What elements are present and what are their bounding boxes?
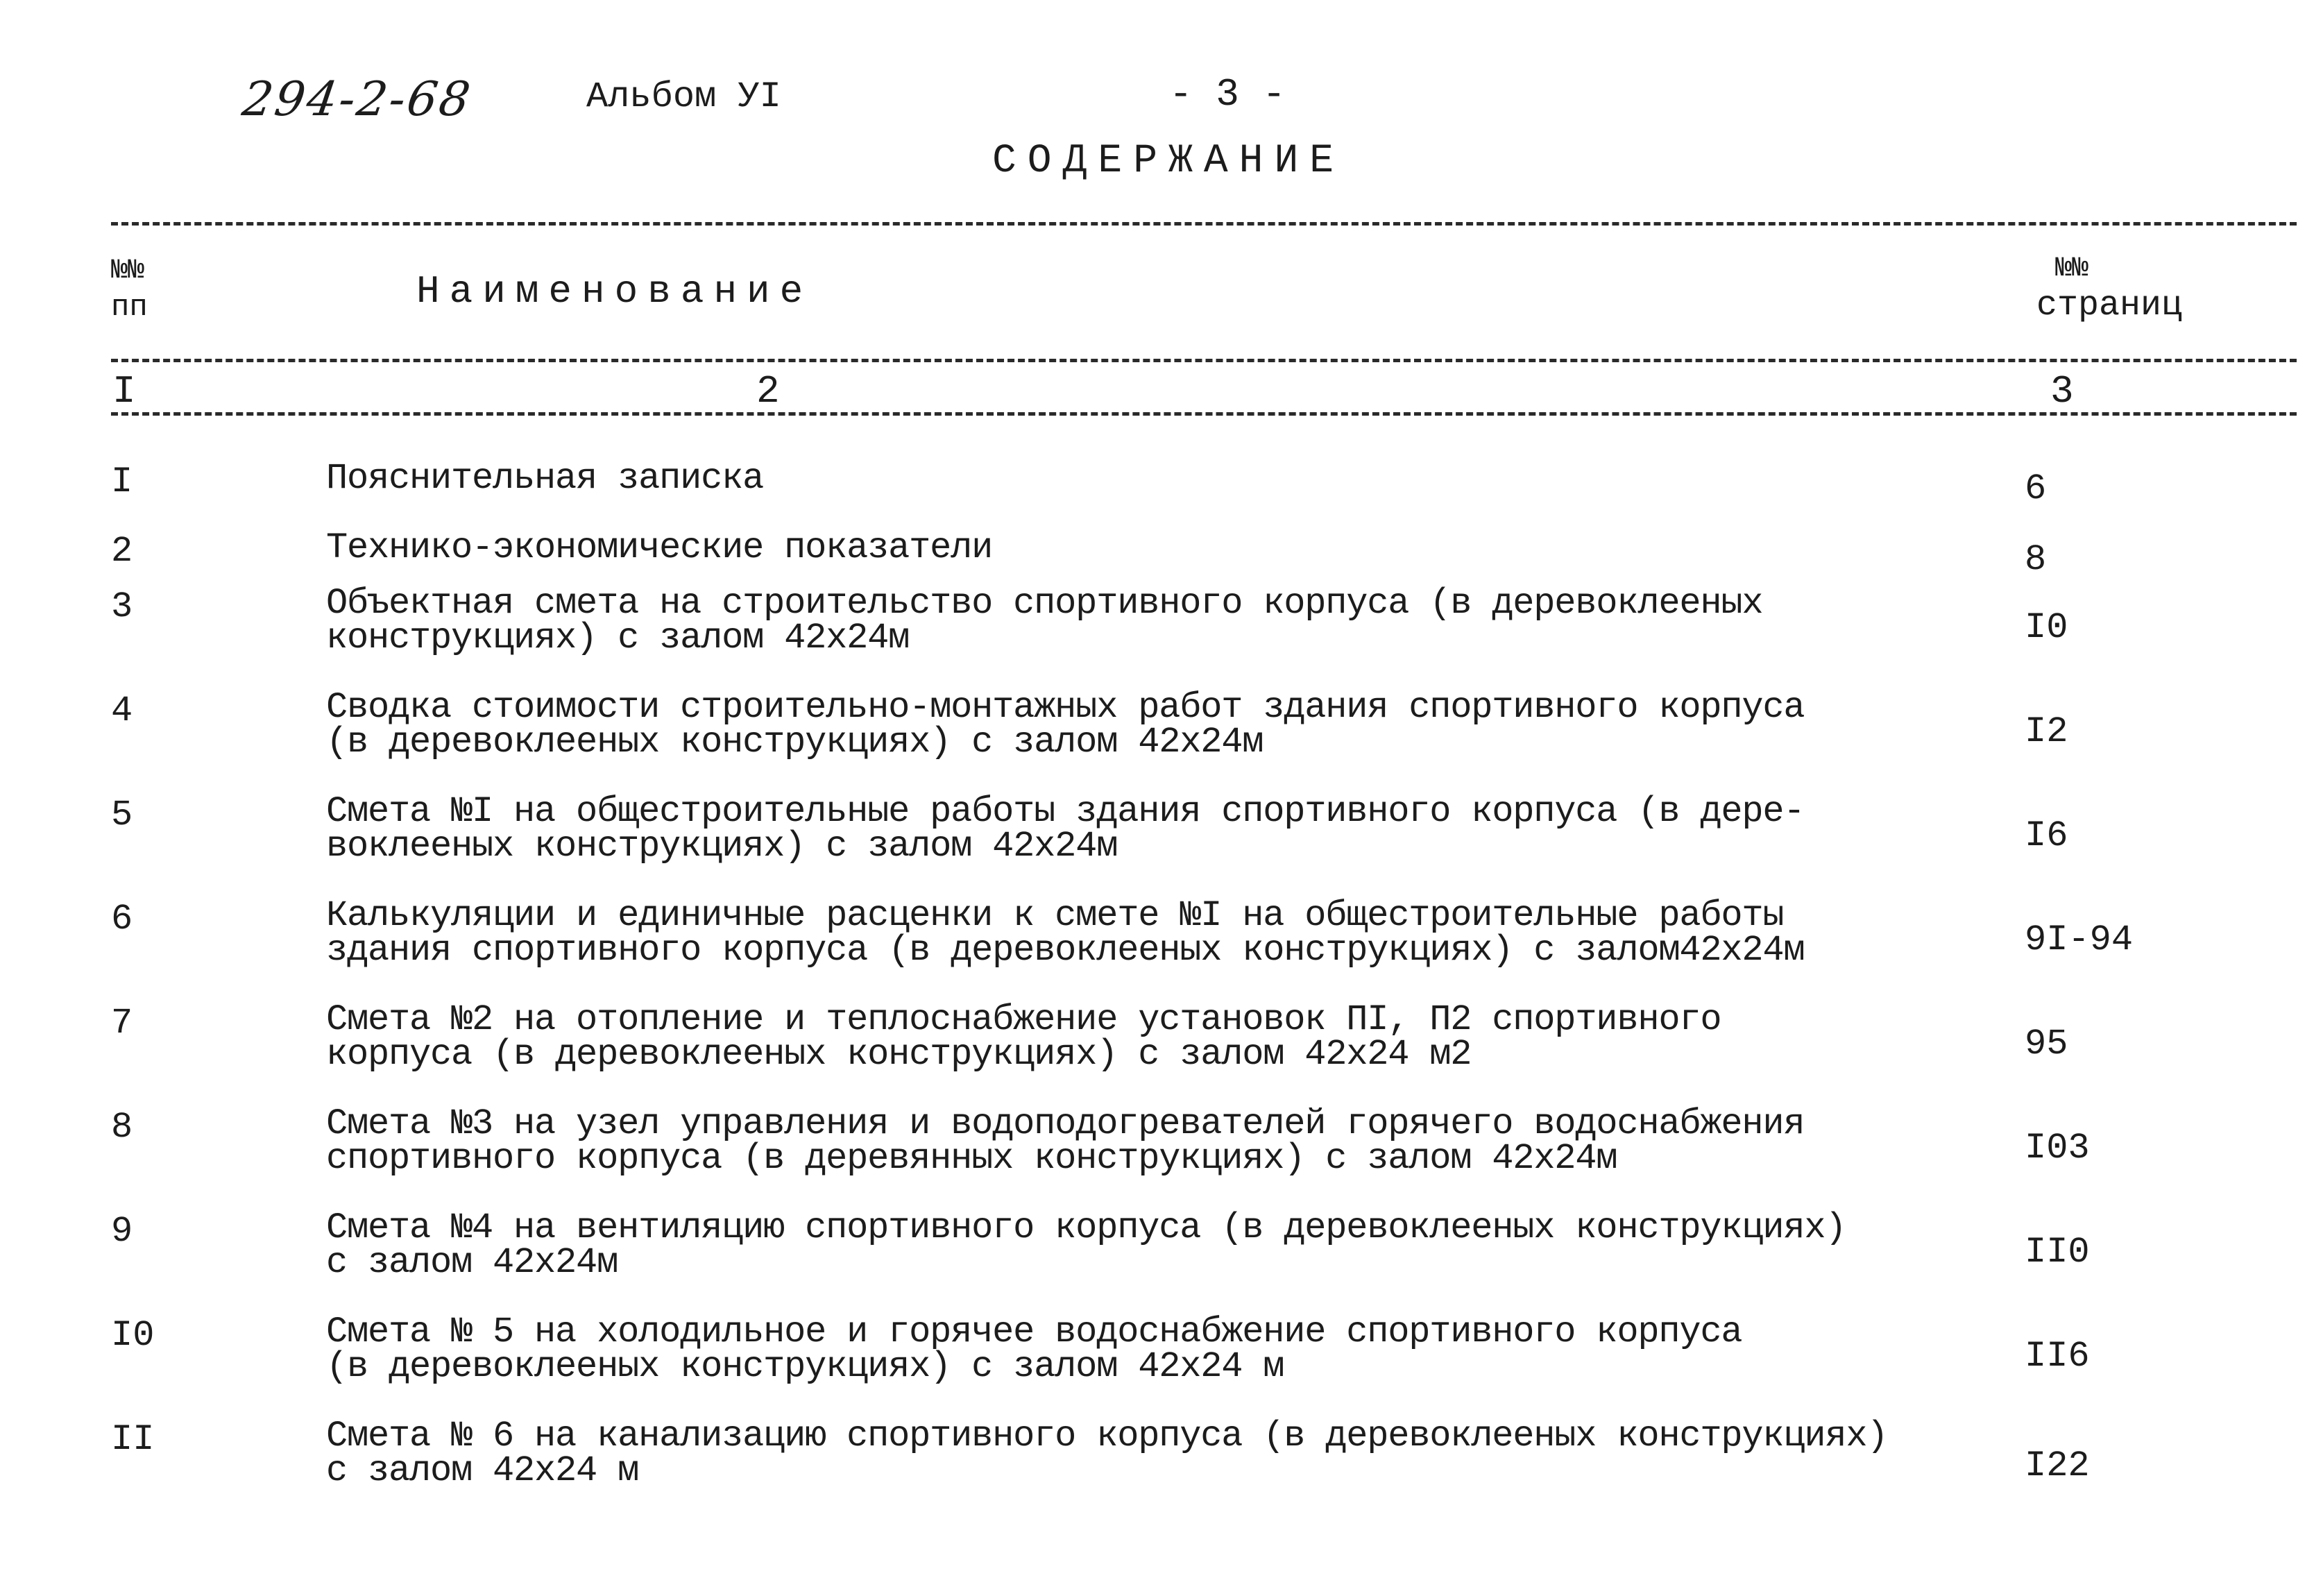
row-title: Смета №4 на вентиляцию спортивного корпуса (в деревоклееных конструкциях) с залом 42х24м: [326, 1207, 1846, 1283]
page-title: СОДЕРЖАНИЕ: [992, 139, 1345, 184]
num-column-header: пп: [111, 290, 148, 325]
page-column-sign: №№: [2055, 253, 2089, 285]
row-title: Объектная смета на строительство спортивного корпуса (в деревоклееных конструкциях) с залом 42х24м: [326, 583, 1763, 659]
row-title: Смета №2 на отопление и теплоснабжение установок ПI, П2 спортивного корпуса (в деревоклееных конструкциях) с залом 42х24 м2: [326, 999, 1721, 1075]
row-number: 8: [111, 1107, 133, 1148]
row-page: I6: [2025, 815, 2068, 856]
column-number-3: 3: [2050, 369, 2074, 414]
album-label: Альбом УI: [586, 76, 781, 117]
column-numbers-rule: [111, 412, 2297, 416]
row-number: 5: [111, 795, 133, 835]
row-number: I: [111, 461, 133, 502]
row-number: 9: [111, 1211, 133, 1252]
document-code-handwritten: 294-2-68: [239, 72, 476, 127]
name-column-header: Наименование: [416, 269, 813, 314]
column-number-2: 2: [756, 369, 780, 414]
row-title: Калькуляции и единичные расценки к смете №I на общестроительные работы здания спортивного корпуса (в деревоклееных конструкциях) с залом42х24м: [326, 895, 1805, 971]
table-top-rule: [111, 222, 2297, 226]
row-number: 6: [111, 899, 133, 940]
row-page: I03: [2025, 1128, 2090, 1169]
row-page: I2: [2025, 711, 2068, 752]
row-title: Сводка стоимости строительно-монтажных работ здания спортивного корпуса (в деревоклееных конструкциях) с залом 42х24м: [326, 687, 1805, 763]
row-page: 6: [2025, 468, 2047, 509]
row-page: II6: [2025, 1336, 2090, 1377]
row-page: 8: [2025, 539, 2047, 580]
row-title: Пояснительная записка: [326, 458, 764, 499]
row-page: 9I-94: [2025, 919, 2134, 960]
row-page: II0: [2025, 1232, 2090, 1273]
row-page: I0: [2025, 607, 2068, 648]
row-page: I22: [2025, 1445, 2090, 1486]
row-page: 95: [2025, 1024, 2068, 1064]
row-title: Смета №3 на узел управления и водоподогревателей горячего водоснабжения спортивного корпуса (в деревянных конструкциях) с залом 42х24м: [326, 1103, 1805, 1179]
column-number-1: I: [112, 369, 136, 414]
page-number: - 3 -: [1169, 72, 1286, 117]
row-title: Смета № 6 на канализацию спортивного корпуса (в деревоклееных конструкциях) с залом 42х24 м: [326, 1416, 1888, 1491]
row-number: 2: [111, 531, 133, 572]
page-column-header: страниц: [2036, 286, 2183, 325]
row-number: 7: [111, 1003, 133, 1044]
row-number: 4: [111, 690, 133, 731]
row-number: II: [111, 1419, 155, 1460]
row-number: I0: [111, 1315, 155, 1356]
row-title: Смета № 5 на холодильное и горячее водоснабжение спортивного корпуса (в деревоклееных конструкциях) с залом 42х24 м: [326, 1311, 1742, 1387]
header-bottom-rule: [111, 359, 2297, 362]
row-title: Смета №I на общестроительные работы здания спортивного корпуса (в дере- воклееных конструкциях) с залом 42х24м: [326, 791, 1805, 867]
num-column-sign: №№: [111, 255, 145, 287]
row-title: Технико-экономические показатели: [326, 527, 993, 568]
row-number: 3: [111, 586, 133, 627]
